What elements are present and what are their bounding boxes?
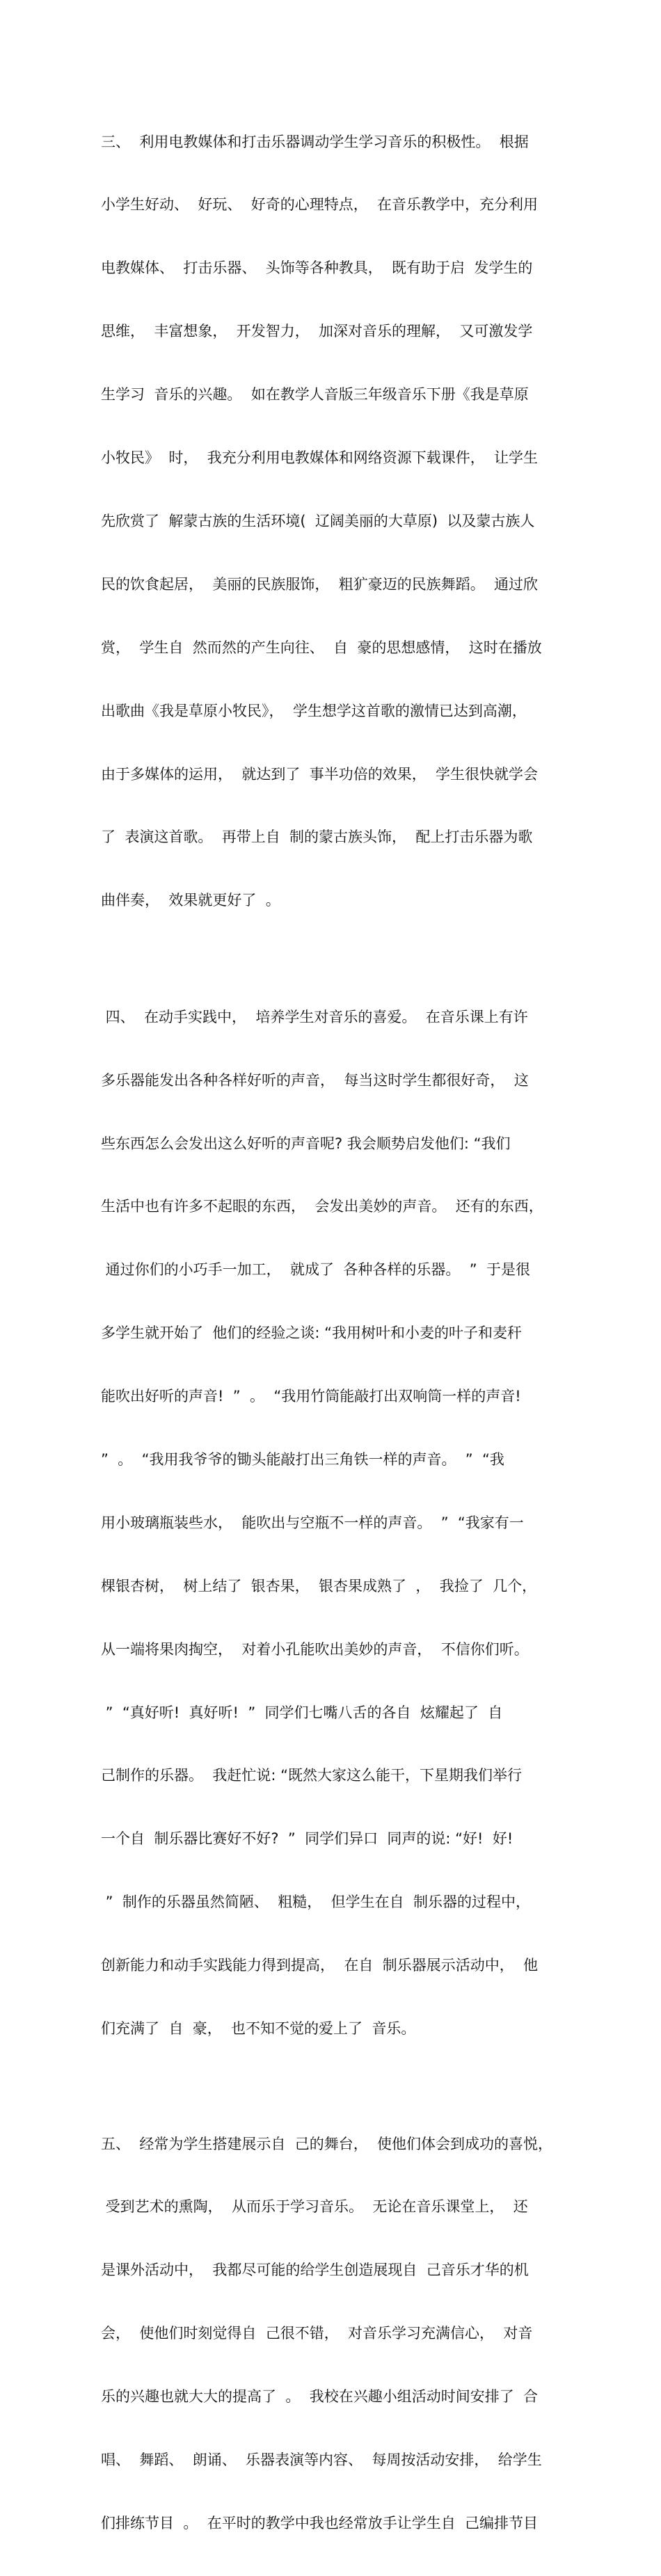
text-line: 电教媒体、 打击乐器、 头饰等各种教具， 既有助于启 发学生的 — [101, 259, 533, 277]
text-line: 一个自 制乐器比赛好不好? ” 同学们异口 同声的说: “好! 好! — [101, 1830, 513, 1848]
text-line: 多学生就开始了 他们的经验之谈: “我用树叶和小麦的叶子和麦秆 — [101, 1325, 522, 1342]
text-line: 们排练节目 。 在平时的教学中我也经常放手让学生自 己编排节目 — [101, 2514, 539, 2531]
text-line: 小学生好动、 好玩、 好奇的心理特点， 在音乐教学中，充分利用 — [101, 196, 539, 214]
text-line: ” 制作的乐器虽然简陋、 粗糙， 但学生在自 制乐器的过程中， — [101, 1894, 530, 1911]
text-line: 小牧民》 时， 我充分利用电教媒体和网络资源下载课件， 让学生 — [101, 449, 539, 467]
paragraph-spacer — [101, 953, 564, 964]
text-line: 通过你们的小巧手一加工， 就成了 各种各样的乐器。 ” 于是很 — [101, 1261, 530, 1279]
text-line: 用小玻璃瓶装些水， 能吹出与空瓶不一样的声音。 ” “我家有一 — [101, 1514, 524, 1531]
paragraph-spacer — [101, 2081, 564, 2091]
text-line: 些东西怎么会发出这么好听的声音呢? 我会顺势启发他们: “我们 — [101, 1135, 511, 1152]
paragraph-section-five — [101, 2091, 564, 2576]
text-line: 曲伴奏， 效果就更好了 。 — [101, 892, 280, 909]
text-line: 思维， 丰富想象， 开发智力， 加深对音乐的理解， 又可激发学 — [101, 323, 533, 340]
text-line: 们充满了 自 豪， 也不知不觉的爱上了 音乐。 — [101, 2020, 416, 2038]
text-line: ” 。 “我用我爷爷的锄头能敲打出三角铁一样的声音。 ” “我 — [101, 1451, 504, 1468]
text-line: 生活中也有许多不起眼的东西， 会发出美妙的声音。 还有的东西， — [101, 1198, 543, 1215]
text-line: 了 表演这首歌。 再带上自 制的蒙古族头饰， 配上打击乐器为歌 — [101, 829, 533, 846]
text-line: 出歌曲《我是草原小牧民》， 学生想学这首歌的激情已达到高潮， — [101, 702, 527, 719]
text-line: 创新能力和动手实践能力得到提高， 在自 制乐器展示活动中， 他 — [101, 1957, 539, 1974]
text-line: 从一端将果肉掏空， 对着小孔能吹出美妙的声音， 不信你们听。 — [101, 1640, 529, 1658]
text-line: 生学习 音乐的兴趣。 如在教学人音版三年级音乐下册《我是草原 — [101, 386, 529, 403]
text-line: 先欣赏了 解蒙古族的生活环境( 辽阔美丽的大草原) 以及蒙古族人 — [101, 512, 535, 529]
paragraph-section-three — [101, 89, 564, 953]
text-line: 能吹出好听的声音! ” 。 “我用竹筒能敲打出双响筒一样的声音! — [101, 1388, 521, 1405]
text-line: 三、 利用电教媒体和打击乐器调动学生学习音乐的积极性。 根据 — [101, 133, 529, 150]
text-line: 乐的兴趣也就大大的提高了 。 我校在兴趣小组活动时间安排了 合 — [101, 2388, 539, 2406]
text-line: 是课外活动中， 我都尽可能的给学生创造展现自 己音乐才华的机 — [101, 2262, 529, 2279]
text-line: 四、 在动手实践中， 培养学生对音乐的喜爱。 在音乐课上有许 — [101, 1008, 528, 1025]
text-line: 五、 经常为学生搭建展示自 己的舞台， 使他们体会到成功的喜悦， — [101, 2135, 553, 2152]
text-line: ” “真好听! 真好听! ” 同学们七嘴八舌的各自 炫耀起了 自 — [101, 1704, 503, 1721]
text-line: 民的饮食起居， 美丽的民族服饰， 粗犷豪迈的民族舞蹈。 通过欣 — [101, 575, 539, 593]
text-line: 受到艺术的熏陶， 从而乐于学习音乐。 无论在音乐课堂上， 还 — [101, 2198, 528, 2216]
text-line: 唱、 舞蹈、 朗诵、 乐器表演等内容、 每周按活动安排， 给学生 — [101, 2451, 542, 2468]
document-body — [101, 89, 564, 2576]
text-line: 己制作的乐器。 我赶忙说: “既然大家这么能干，下星期我们举行 — [101, 1767, 522, 1784]
text-line: 由于多媒体的运用， 就达到了 事半功倍的效果， 学生很快就学会 — [101, 765, 539, 783]
text-line: 赏， 学生自 然而然的产生向往、 自 豪的思想感情， 这时在播放 — [101, 639, 542, 656]
text-line: 棵银杏树， 树上结了 银杏果， 银杏果成熟了 ， 我捡了 几个， — [101, 1577, 537, 1594]
text-line: 多乐器能发出各种各样好听的声音， 每当这时学生都很好奇， 这 — [101, 1071, 529, 1089]
paragraph-section-four — [101, 964, 564, 2081]
text-line: 会， 使他们时刻觉得自 己很不错， 对音乐学习充满信心， 对音 — [101, 2325, 533, 2342]
